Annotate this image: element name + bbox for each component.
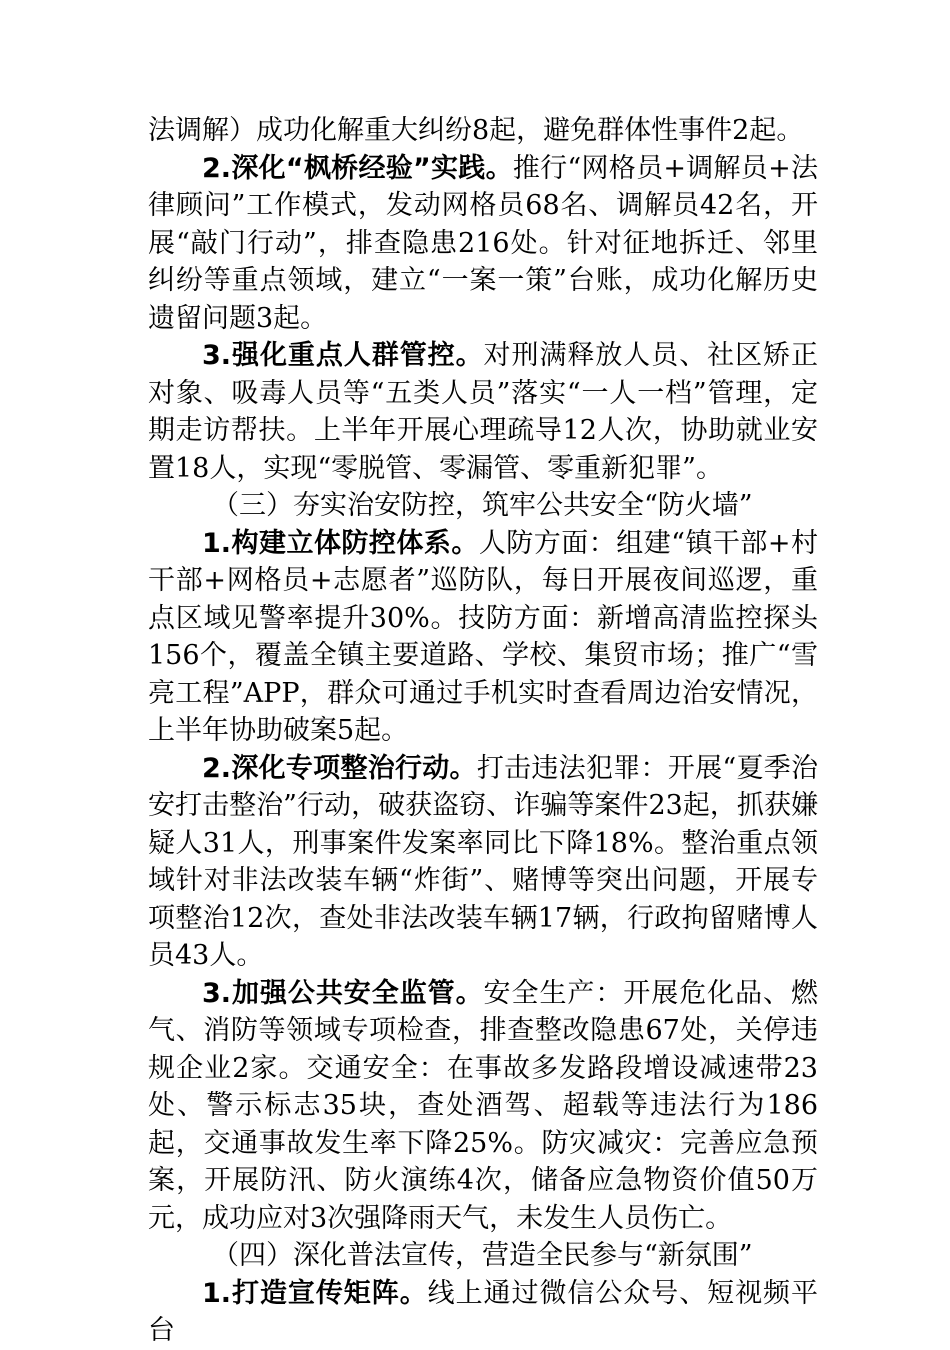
paragraph-publicity-matrix bbox=[148, 1275, 818, 1350]
paragraph-prevention-system bbox=[148, 525, 818, 750]
paragraph-fengqiao bbox=[148, 150, 818, 338]
section-heading-3: （三）夯实治安防控，筑牢公共安全“防火墙” bbox=[212, 490, 753, 521]
paragraph-public-safety bbox=[148, 975, 818, 1238]
paragraph-lead: 3.加强公共安全监管。 bbox=[202, 977, 484, 1009]
paragraph-lead: 1.打造宣传矩阵。 bbox=[202, 1277, 428, 1309]
paragraph-key-groups bbox=[148, 337, 818, 487]
paragraph-lead: 1.构建立体防控体系。 bbox=[202, 527, 479, 559]
paragraph-text: 人防方面：组建“镇干部+村干部+网格员+志愿者”巡防队，每日开展夜间巡逻，重点区域见警率提升30%。技防方面：新增高清监控探头156个，覆盖全镇主要道路、学校、集贸市场；推广“雪亮工程”APP，群众可通过手机实时查看周边治安情况，上半年协助破案5起。 bbox=[148, 527, 818, 746]
paragraph-text: 安全生产：开展危化品、燃气、消防等领域专项检查，排查整改隐患67处，关停违规企业2家。交通安全：在事故多发路段增设减速带23处、警示标志35块，查处酒驾、超载等违法行为186起，交通事故发生率下降25%。防灾减灾：完善应急预案，开展防汛、防火演练4次，储备应急物资价值50万元，成功应对3次强降雨天气，未发生人员伤亡。 bbox=[148, 977, 818, 1234]
paragraph-continuation bbox=[148, 112, 818, 150]
paragraph-lead: 2.深化专项整治行动。 bbox=[202, 752, 477, 784]
paragraph-text: 法调解）成功化解重大纠纷8起，避免群体性事件2起。 bbox=[148, 115, 804, 146]
paragraph-text: 推行“网格员+调解员+法律顾问”工作模式，发动网格员68名、调解员42名，开展“敲门行动”，排查隐患216处。针对征地拆迁、邻里纠纷等重点领域，建立“一案一策”台账，成功化解历史遗留问题3起。 bbox=[148, 152, 818, 334]
paragraph-text: 线上通过微信公众号、短视频平台 bbox=[148, 1277, 819, 1346]
paragraph-text: 打击违法犯罪：开展“夏季治安打击整治”行动，破获盗窃、诈骗等案件23起，抓获嫌疑人31人，刑事案件发案率同比下降18%。整治重点领域针对非法改装车辆“炸街”、赌博等突出问题，开展专项整治12次，查处非法改装车辆17辆，行政拘留赌博人员43人。 bbox=[148, 752, 818, 971]
document-body bbox=[148, 112, 818, 1350]
paragraph-text: 对刑满释放人员、社区矫正对象、吸毒人员等“五类人员”落实“一人一档”管理，定期走访帮扶。上半年开展心理疏导12人次，协助就业安置18人，实现“零脱管、零漏管、零重新犯罪”。 bbox=[148, 340, 818, 484]
paragraph-special-rectification bbox=[148, 750, 818, 975]
section-heading-4: （四）深化普法宣传，营造全民参与“新氛围” bbox=[212, 1240, 753, 1271]
paragraph-lead: 2.深化“枫桥经验”实践。 bbox=[202, 152, 513, 184]
paragraph-lead: 3.强化重点人群管控。 bbox=[202, 340, 484, 371]
